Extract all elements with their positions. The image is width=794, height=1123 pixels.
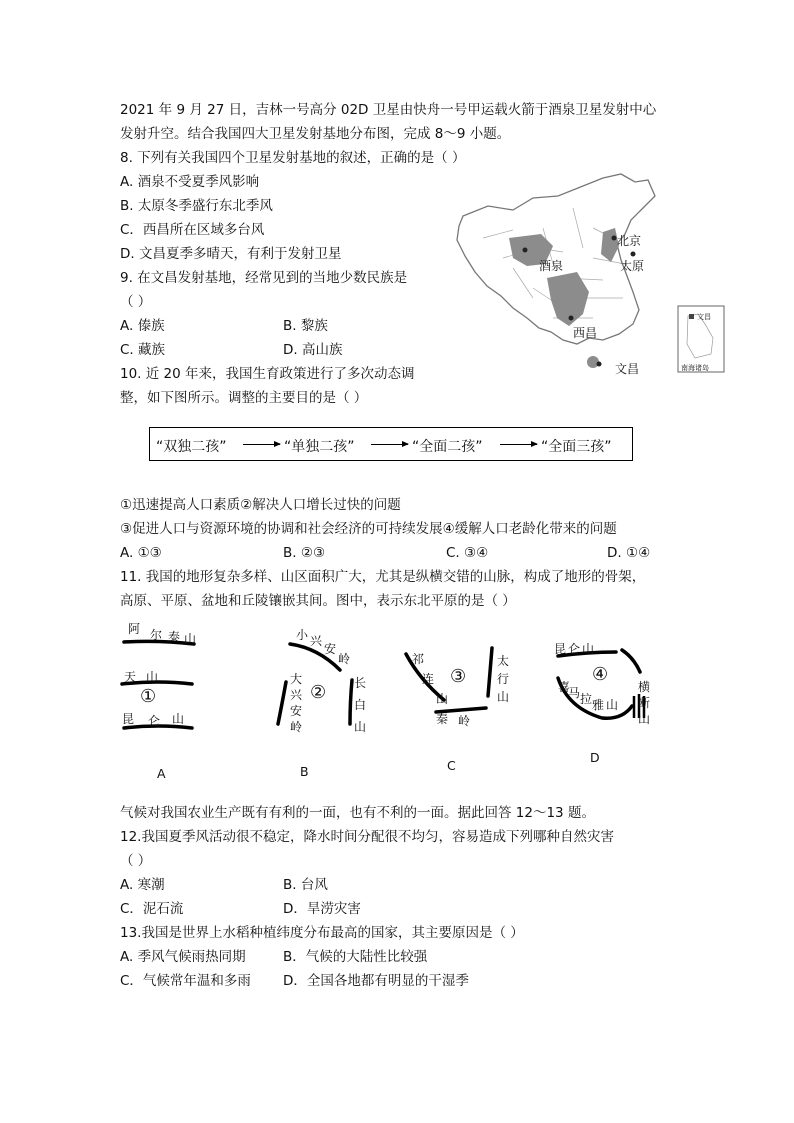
label-changbaishan-3: 山 <box>354 720 367 734</box>
q12-paren: （ ） <box>120 853 152 869</box>
label-himalaya-4: 雅 <box>592 698 605 712</box>
label-qilianshan-1: 祁 <box>412 652 425 666</box>
q12-option-c: C．泥石流 <box>120 901 184 917</box>
figure-c-number: ③ <box>450 666 467 687</box>
label-kunlunshan-d-3: 山 <box>582 642 595 656</box>
label-daxinganling-3: 安 <box>290 704 303 718</box>
label-xichang: 西昌 <box>573 326 598 340</box>
inset-label-wenchang: 文昌 <box>697 313 711 321</box>
label-hengduanshan-3: 山 <box>638 712 651 726</box>
label-a-er-tai-1: 阿 <box>128 622 141 636</box>
q8-option-b: B. 太原冬季盛行东北季风 <box>120 198 273 214</box>
terrain-figure-d <box>548 632 651 752</box>
label-kunlun-2: 仑 <box>148 714 161 728</box>
intro-line-2: 发射升空。结合我国四大卫星发射基地分布图，完成 8～9 小题。 <box>120 126 511 142</box>
label-wenchang: 文昌 <box>615 362 640 376</box>
flow-step-2: “单独二孩” <box>284 439 355 455</box>
q9-option-d: D. 高山族 <box>283 342 343 358</box>
figure-b-caption: B <box>300 764 309 779</box>
figure-b-number: ② <box>310 682 327 703</box>
flow-arrow-1 <box>243 444 280 445</box>
q10-option-a: A. ①③ <box>120 545 162 561</box>
q12-stem: 12.我国夏季风活动很不稳定，降水时间分配很不均匀，容易造成下列哪种自然灾害 <box>120 829 614 845</box>
figure-d-caption: D <box>590 750 600 765</box>
label-qinling-2: 岭 <box>458 714 471 728</box>
label-kunlunshan-d-1: 昆 <box>554 642 567 656</box>
q9-option-a: A. 傣族 <box>120 318 165 334</box>
q8-stem: 8. 下列有关我国四个卫星发射基地的叙述，正确的是（ ） <box>120 150 466 166</box>
china-launch-sites-map <box>443 168 728 378</box>
figure-a-caption: A <box>157 766 166 781</box>
label-himalaya-5: 山 <box>606 698 619 712</box>
label-changbaishan-1: 长 <box>354 676 367 690</box>
label-qinling-1: 秦 <box>436 712 449 726</box>
q12-option-d: D．旱涝灾害 <box>283 901 361 917</box>
flow-step-4: “全面三孩” <box>541 439 612 455</box>
q8-option-d: D. 文昌夏季多晴天，有利于发射卫星 <box>120 246 342 262</box>
inset-caption: 南海诸岛 <box>681 364 709 372</box>
label-jiuquan: 酒泉 <box>539 259 564 273</box>
q9-stem: 9. 在文昌发射基地，经常见到的当地少数民族是 <box>120 270 408 286</box>
china-map-outline <box>443 168 728 378</box>
label-hengduanshan-2: 断 <box>638 696 651 710</box>
terrain-figure-c <box>400 640 510 760</box>
label-a-er-tai-3: 泰 <box>168 630 181 644</box>
label-taihangshan-2: 行 <box>497 672 510 686</box>
q9-option-b: B. 黎族 <box>283 318 328 334</box>
label-changbaishan-2: 白 <box>354 698 367 712</box>
label-kunlun-1: 昆 <box>122 712 135 726</box>
q10-stem-1: 10. 近 20 年来，我国生育政策进行了多次动态调 <box>120 366 415 382</box>
q10-option-d: D. ①④ <box>607 545 651 561</box>
intro-line-1: 2021 年 9 月 27 日，吉林一号高分 02D 卫星由快舟一号甲运载火箭于酒泉卫星发射中心 <box>120 102 657 118</box>
label-daxinganling-1: 大 <box>290 672 303 686</box>
label-taiyuan: 太原 <box>620 259 645 273</box>
q11-stem-1: 11. 我国的地形复杂多样、山区面积广大，尤其是纵横交错的山脉，构成了地形的骨架， <box>120 569 646 585</box>
label-taihangshan-1: 太 <box>497 654 510 668</box>
q12-13-intro: 气候对我国农业生产既有有利的一面，也有不利的一面。据此回答 12～13 题。 <box>120 805 595 821</box>
label-qilianshan-2: 连 <box>422 672 435 686</box>
flow-arrow-2 <box>371 444 408 445</box>
label-daxinganling-4: 岭 <box>290 720 303 734</box>
q10-options-34: ③促进人口与资源环境的协调和社会经济的可持续发展④缓解人口老龄化带来的问题 <box>120 521 617 537</box>
q10-option-c: C. ③④ <box>446 545 489 561</box>
label-tianshan-2: 山 <box>146 670 159 684</box>
figure-c-caption: C <box>447 758 456 773</box>
label-himalaya-3: 拉 <box>580 692 593 706</box>
flow-arrow-3 <box>500 444 537 445</box>
q12-option-b: B. 台风 <box>283 877 328 893</box>
label-kunlunshan-d-2: 仑 <box>568 642 581 656</box>
q10-option-b: B. ②③ <box>283 545 326 561</box>
q13-option-b: B．气候的大陆性比较强 <box>283 949 428 965</box>
label-daxinganling-2: 兴 <box>290 688 303 702</box>
label-a-er-tai-4: 山 <box>184 632 197 646</box>
label-himalaya-2: 马 <box>568 686 581 700</box>
label-kunlun-3: 山 <box>172 712 185 726</box>
figure-a-number: ① <box>140 686 157 707</box>
q9-paren: （ ） <box>120 294 152 310</box>
q12-option-a: A. 寒潮 <box>120 877 165 893</box>
q13-option-c: C．气候常年温和多雨 <box>120 973 251 989</box>
q8-option-a: A. 酒泉不受夏季风影响 <box>120 174 260 190</box>
label-xiaoxinganling-1: 小 <box>296 628 309 642</box>
hainan-island <box>587 356 599 368</box>
q13-stem: 13.我国是世界上水稻种植纬度分布最高的国家，其主要原因是（ ） <box>120 925 524 941</box>
label-taihangshan-3: 山 <box>497 690 510 704</box>
q11-stem-2: 高原、平原、盆地和丘陵镶嵌其间。图中，表示东北平原的是（ ） <box>120 593 516 609</box>
flow-step-1: “双独二孩” <box>156 439 227 455</box>
q13-option-a: A. 季风气候雨热同期 <box>120 949 246 965</box>
q10-stem-2: 整，如下图所示。调整的主要目的是（ ） <box>120 390 368 406</box>
q10-options-12: ①迅速提高人口素质②解决人口增长过快的问题 <box>120 497 401 513</box>
label-hengduanshan-1: 横 <box>638 680 651 694</box>
label-tianshan-1: 天 <box>124 670 137 684</box>
label-qilianshan-3: 山 <box>436 692 449 706</box>
label-xiaoxinganling-2: 兴 <box>310 634 323 648</box>
flow-step-3: “全面二孩” <box>412 439 483 455</box>
label-himalaya-1: 喜 <box>558 680 571 694</box>
label-xiaoxinganling-4: 岭 <box>338 652 351 666</box>
terrain-figure-b <box>268 622 367 742</box>
q9-option-c: C. 藏族 <box>120 342 166 358</box>
label-xiaoxinganling-3: 安 <box>324 642 337 656</box>
label-beijing: 北京 <box>617 234 642 248</box>
label-a-er-tai-2: 尔 <box>150 628 163 642</box>
q8-option-c: C．西昌所在区域多台风 <box>120 222 265 238</box>
q13-option-d: D．全国各地都有明显的干湿季 <box>283 973 469 989</box>
figure-d-number: ④ <box>592 664 609 685</box>
terrain-figure-a <box>118 618 213 738</box>
policy-flow-box <box>149 427 633 461</box>
